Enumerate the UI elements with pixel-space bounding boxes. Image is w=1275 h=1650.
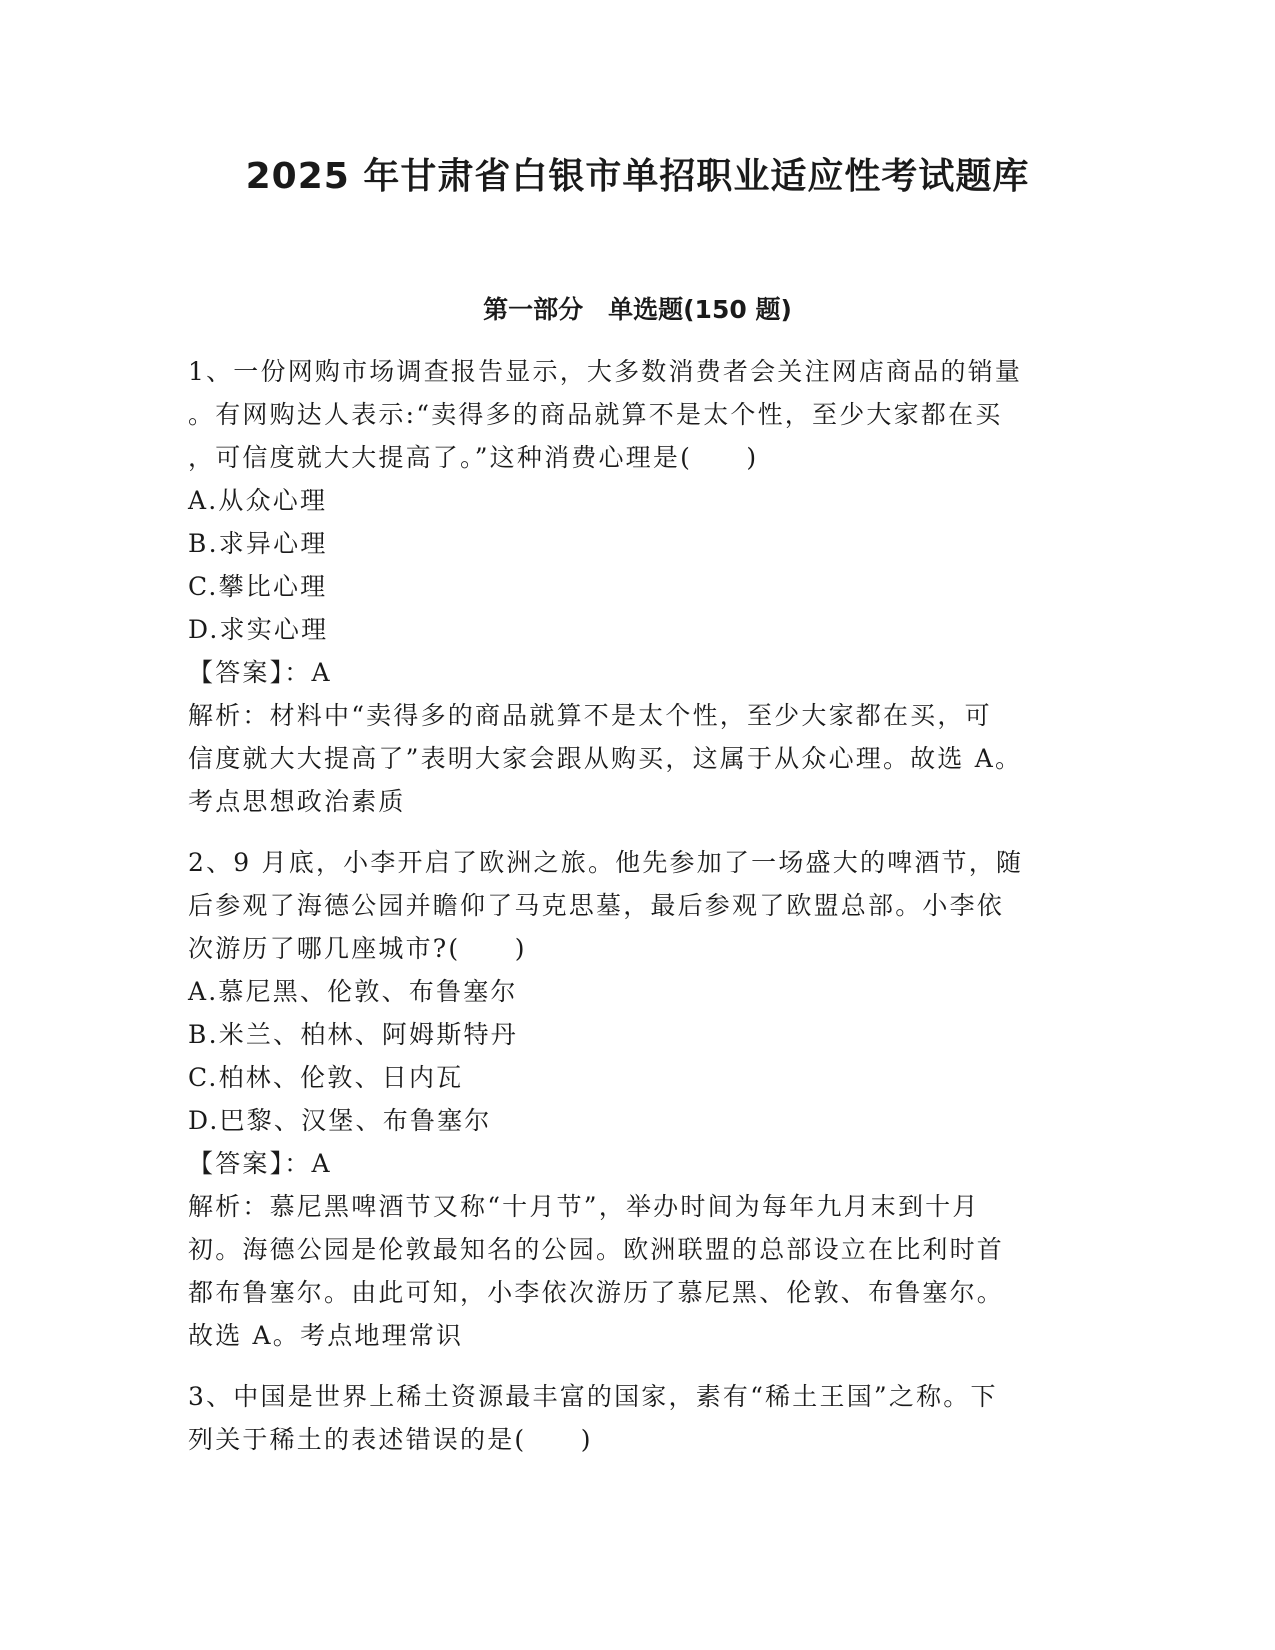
question-stem-line: 列关于稀土的表述错误的是( ) <box>188 1425 593 1454</box>
section-title: 第一部分 单选题(150 题) <box>483 295 792 324</box>
analysis-line: 初。海德公园是伦敦最知名的公园。欧洲联盟的总部设立在比利时首 <box>188 1235 1005 1264</box>
question-stem-line: 1、一份网购市场调查报告显示，大多数消费者会关注网店商品的销量 <box>188 357 1023 386</box>
question-stem-line: 。有网购达人表示:“卖得多的商品就算不是太个性，至少大家都在买 <box>188 400 1003 429</box>
option-d: D.巴黎、汉堡、布鲁塞尔 <box>188 1106 492 1135</box>
answer: 【答案】：A <box>188 658 332 687</box>
document-title: 2025 年甘肃省白银市单招职业适应性考试题库 <box>245 156 1030 197</box>
answer: 【答案】：A <box>188 1149 332 1178</box>
option-d: D.求实心理 <box>188 615 329 644</box>
analysis-line: 考点思想政治素质 <box>188 787 406 816</box>
option-a: A.慕尼黑、伦敦、布鲁塞尔 <box>188 977 518 1006</box>
analysis-line: 信度就大大提高了”表明大家会跟从购买，这属于从众心理。故选 A。 <box>188 744 1023 773</box>
analysis-line: 解析：慕尼黑啤酒节又称“十月节”，举办时间为每年九月末到十月 <box>188 1192 980 1221</box>
option-c: C.攀比心理 <box>188 572 328 601</box>
question-stem-line: ，可信度就大大提高了。”这种消费心理是( ) <box>188 443 759 472</box>
question-list <box>188 350 1088 1479</box>
question-stem-line: 后参观了海德公园并瞻仰了马克思墓，最后参观了欧盟总部。小李依 <box>188 891 1005 920</box>
option-a: A.从众心理 <box>188 486 328 515</box>
question-stem-line: 3、中国是世界上稀土资源最丰富的国家，素有“稀土王国”之称。下 <box>188 1382 998 1411</box>
analysis-line: 解析：材料中“卖得多的商品就算不是太个性，至少大家都在买，可 <box>188 701 992 730</box>
option-b: B.米兰、柏林、阿姆斯特丹 <box>188 1020 518 1049</box>
option-b: B.求异心理 <box>188 529 328 558</box>
question-2 <box>188 841 1088 1357</box>
question-stem-line: 2、9 月底，小李开启了欧洲之旅。他先参加了一场盛大的啤酒节，随 <box>188 848 1024 877</box>
question-1 <box>188 350 1088 823</box>
question-stem-line: 次游历了哪几座城市?( ) <box>188 934 527 963</box>
analysis-line: 都布鲁塞尔。由此可知，小李依次游历了慕尼黑、伦敦、布鲁塞尔。 <box>188 1278 1005 1307</box>
question-3 <box>188 1375 1088 1461</box>
option-c: C.柏林、伦敦、日内瓦 <box>188 1063 464 1092</box>
analysis-line: 故选 A。考点地理常识 <box>188 1321 464 1350</box>
